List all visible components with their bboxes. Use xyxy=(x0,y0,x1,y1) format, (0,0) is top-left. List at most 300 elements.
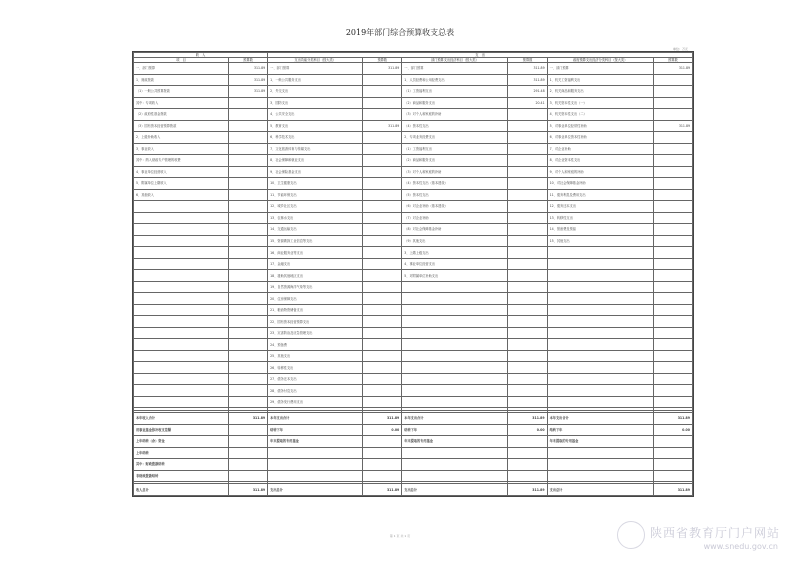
amount-cell: 311.89 xyxy=(363,413,402,425)
item-cell xyxy=(402,385,508,397)
item-cell: （1）工资福利支出 xyxy=(402,86,508,98)
item-cell xyxy=(547,470,653,482)
item-cell: 支出总计 xyxy=(268,484,363,496)
item-cell: 4、机关资本性支出（二） xyxy=(547,109,653,121)
amount-cell xyxy=(653,459,692,471)
amount-cell xyxy=(653,132,692,144)
item-cell: 年末提取的专用基金 xyxy=(268,436,363,448)
amount-cell: 311.89 xyxy=(363,484,402,496)
item-cell: 7、文化旅游体育与传媒支出 xyxy=(268,143,363,155)
item-cell xyxy=(134,270,229,282)
item-cell: （3）对个人和家庭的补助 xyxy=(402,166,508,178)
amount-cell xyxy=(653,293,692,305)
item-cell: 1、机关工资福利支出 xyxy=(547,74,653,86)
total-row xyxy=(134,424,693,436)
amount-cell xyxy=(653,143,692,155)
amount-cell xyxy=(363,316,402,328)
amount-cell xyxy=(363,97,402,109)
amount-cell xyxy=(363,436,402,448)
item-cell: 7、对企业补助 xyxy=(547,143,653,155)
item-cell: （2）商品和服务支出 xyxy=(402,97,508,109)
amount-cell xyxy=(363,293,402,305)
item-cell xyxy=(134,235,229,247)
amount-cell xyxy=(653,258,692,270)
item-cell: 本年支出合计 xyxy=(547,413,653,425)
item-cell xyxy=(134,224,229,236)
item-cell xyxy=(402,304,508,316)
table-row xyxy=(134,97,693,109)
item-cell: 其中：纳入财政专户管理的收费 xyxy=(134,155,229,167)
col-header: 预算数 xyxy=(229,58,268,63)
item-cell: 10、对社会保障基金补助 xyxy=(547,178,653,190)
amount-cell xyxy=(508,120,547,132)
item-cell: 21、粮油物资储备支出 xyxy=(268,304,363,316)
item-cell: 12、债务还本支出 xyxy=(547,201,653,213)
amount-cell xyxy=(508,350,547,362)
amount-cell: 311.89 xyxy=(363,120,402,132)
amount-cell xyxy=(229,327,268,339)
amount-cell: 311.89 xyxy=(508,63,547,75)
amount-cell xyxy=(508,304,547,316)
amount-cell xyxy=(653,327,692,339)
item-cell xyxy=(547,293,653,305)
item-cell: （6）对企业补助（基本建设） xyxy=(402,201,508,213)
amount-cell xyxy=(229,201,268,213)
col-header: 预算数 xyxy=(508,58,547,63)
item-cell xyxy=(547,339,653,351)
amount-cell xyxy=(508,339,547,351)
item-cell xyxy=(547,350,653,362)
item-cell: 一、部门预算 xyxy=(268,63,363,75)
amount-cell: 311.89 xyxy=(229,413,268,425)
amount-cell xyxy=(229,373,268,385)
amount-cell xyxy=(508,132,547,144)
amount-cell xyxy=(508,258,547,270)
amount-cell xyxy=(653,201,692,213)
amount-cell xyxy=(363,304,402,316)
item-cell xyxy=(134,396,229,408)
amount-cell: 311.89 xyxy=(229,484,268,496)
watermark-url: www.snedu.gov.cn xyxy=(703,542,778,551)
amount-cell xyxy=(363,143,402,155)
item-cell: 3、机关资本性支出（一） xyxy=(547,97,653,109)
amount-cell xyxy=(508,293,547,305)
item-cell: 上年结转（余）资金 xyxy=(134,436,229,448)
amount-cell xyxy=(229,132,268,144)
item-cell xyxy=(402,316,508,328)
item-cell: 4、事业单位经营支出 xyxy=(402,258,508,270)
item-cell: 支出总计 xyxy=(547,484,653,496)
amount-cell xyxy=(363,109,402,121)
item-cell xyxy=(547,270,653,282)
item-cell: （8）对社会保障基金补助 xyxy=(402,224,508,236)
total-row xyxy=(134,447,693,459)
amount-cell xyxy=(229,212,268,224)
unit-label: 单位：万元 xyxy=(672,47,688,51)
item-cell: 结转下年 xyxy=(268,424,363,436)
item-cell xyxy=(547,459,653,471)
item-cell xyxy=(547,385,653,397)
item-cell: 15、资源勘探工业信息等支出 xyxy=(268,235,363,247)
item-cell: 9、对个人和家庭的补助 xyxy=(547,166,653,178)
col-header: 支出功能分类科目（按大类） xyxy=(268,58,363,63)
amount-cell xyxy=(508,178,547,190)
amount-cell xyxy=(363,339,402,351)
amount-cell xyxy=(653,270,692,282)
table-row xyxy=(134,178,693,190)
item-cell: （3）对个人和家庭的补助 xyxy=(402,109,508,121)
item-cell xyxy=(402,470,508,482)
item-cell: 26、转移性支出 xyxy=(268,362,363,374)
amount-cell xyxy=(363,385,402,397)
table-row xyxy=(134,385,693,397)
item-cell: （2）商品和服务支出 xyxy=(402,155,508,167)
amount-cell: 311.89 xyxy=(363,63,402,75)
item-cell: 收入总计 xyxy=(134,484,229,496)
item-cell: 2、外交支出 xyxy=(268,86,363,98)
col-header: 政府预算支出经济分类科目（按大类） xyxy=(547,58,653,63)
amount-cell xyxy=(363,235,402,247)
table-row xyxy=(134,63,693,75)
amount-cell xyxy=(508,201,547,213)
item-cell: 28、债务付息支出 xyxy=(268,385,363,397)
table-row xyxy=(134,304,693,316)
item-cell xyxy=(547,281,653,293)
table-row xyxy=(134,143,693,155)
amount-cell xyxy=(363,459,402,471)
amount-cell xyxy=(653,166,692,178)
item-cell: （1）工资福利支出 xyxy=(402,143,508,155)
item-cell xyxy=(402,293,508,305)
item-cell: 5、附属单位上缴收入 xyxy=(134,178,229,190)
item-cell: （3）国有资本经营预算拨款 xyxy=(134,120,229,132)
amount-cell xyxy=(363,373,402,385)
table-row xyxy=(134,281,693,293)
item-cell: 6、其他收入 xyxy=(134,189,229,201)
item-cell: 结转下年 xyxy=(402,424,508,436)
amount-cell xyxy=(508,281,547,293)
total-row xyxy=(134,459,693,471)
amount-cell xyxy=(508,327,547,339)
item-cell: 一、部门预算 xyxy=(402,63,508,75)
item-cell: 1、一般公共服务支出 xyxy=(268,74,363,86)
amount-cell xyxy=(508,189,547,201)
table-row xyxy=(134,362,693,374)
amount-cell xyxy=(653,396,692,408)
item-cell: 一、部门预算 xyxy=(547,63,653,75)
table-row xyxy=(134,270,693,282)
item-cell xyxy=(134,339,229,351)
item-cell: 22、国有资本经营预算支出 xyxy=(268,316,363,328)
item-cell: 14、交通运输支出 xyxy=(268,224,363,236)
amount-cell xyxy=(653,470,692,482)
table-row xyxy=(134,189,693,201)
amount-cell: 311.89 xyxy=(653,63,692,75)
amount-cell xyxy=(653,316,692,328)
amount-cell xyxy=(363,86,402,98)
item-cell: 其中：财政拨款结转 xyxy=(134,459,229,471)
item-cell: （4）资本性支出 xyxy=(402,120,508,132)
table-row xyxy=(134,74,693,86)
table-row xyxy=(134,132,693,144)
amount-cell: 311.89 xyxy=(653,413,692,425)
amount-cell xyxy=(508,436,547,448)
item-cell: 24、预备费 xyxy=(268,339,363,351)
item-cell: 一、部门预算 xyxy=(134,63,229,75)
item-cell xyxy=(402,373,508,385)
amount-cell xyxy=(653,86,692,98)
amount-cell xyxy=(653,235,692,247)
amount-cell xyxy=(653,362,692,374)
amount-cell xyxy=(363,258,402,270)
item-cell xyxy=(402,362,508,374)
table-row xyxy=(134,350,693,362)
item-cell xyxy=(402,350,508,362)
amount-cell xyxy=(229,235,268,247)
item-cell xyxy=(547,247,653,259)
total-row xyxy=(134,413,693,425)
col-header: 项 目 xyxy=(134,58,229,63)
table-row xyxy=(134,316,693,328)
amount-cell xyxy=(508,247,547,259)
amount-cell xyxy=(653,212,692,224)
document-title: 2019年部门综合预算收支总表 xyxy=(345,28,455,37)
item-cell: 2、专项业务经费支出 xyxy=(402,132,508,144)
amount-cell: 311.89 xyxy=(508,413,547,425)
amount-cell xyxy=(508,235,547,247)
item-cell: 11、节能环保支出 xyxy=(268,189,363,201)
item-cell xyxy=(402,396,508,408)
amount-cell xyxy=(363,281,402,293)
item-cell xyxy=(134,212,229,224)
item-cell: 13、农林水支出 xyxy=(268,212,363,224)
amount-cell xyxy=(363,201,402,213)
item-cell xyxy=(134,304,229,316)
amount-cell xyxy=(653,97,692,109)
item-cell xyxy=(134,362,229,374)
item-cell: 结转下年 xyxy=(547,424,653,436)
item-cell xyxy=(402,459,508,471)
amount-cell xyxy=(229,189,268,201)
table-row xyxy=(134,258,693,270)
item-cell xyxy=(547,447,653,459)
item-cell xyxy=(134,281,229,293)
amount-cell xyxy=(508,447,547,459)
amount-cell xyxy=(653,373,692,385)
amount-cell xyxy=(363,470,402,482)
item-cell: 其中：专项收入 xyxy=(134,97,229,109)
item-cell: （7）对企业补助 xyxy=(402,212,508,224)
item-cell: （9）其他支出 xyxy=(402,235,508,247)
amount-cell xyxy=(363,132,402,144)
table-row xyxy=(134,86,693,98)
item-cell: 8、对企业资本性支出 xyxy=(547,155,653,167)
item-cell: 1、财政拨款 xyxy=(134,74,229,86)
item-cell: 29、债务发行费用支出 xyxy=(268,396,363,408)
item-cell: 4、公共安全支出 xyxy=(268,109,363,121)
amount-cell: 311.89 xyxy=(229,74,268,86)
item-cell: 14、预备费及预留 xyxy=(547,224,653,236)
amount-cell xyxy=(653,224,692,236)
item-cell: （2）政府性基金拨款 xyxy=(134,109,229,121)
watermark-text: 陕西省教育厅门户网站 xyxy=(649,526,780,540)
table-row xyxy=(134,224,693,236)
item-cell: 支出总计 xyxy=(402,484,508,496)
item-cell xyxy=(134,201,229,213)
amount-cell xyxy=(653,247,692,259)
amount-cell xyxy=(363,166,402,178)
amount-cell xyxy=(229,350,268,362)
item-cell: 年末提取的专用基金 xyxy=(402,436,508,448)
col-header: 预算数 xyxy=(653,58,692,63)
amount-cell xyxy=(229,166,268,178)
item-cell xyxy=(134,247,229,259)
item-cell xyxy=(547,304,653,316)
amount-cell xyxy=(229,281,268,293)
amount-cell xyxy=(508,459,547,471)
amount-cell xyxy=(508,166,547,178)
item-cell xyxy=(547,258,653,270)
amount-cell xyxy=(229,304,268,316)
amount-cell xyxy=(508,155,547,167)
amount-cell xyxy=(653,189,692,201)
amount-cell xyxy=(653,281,692,293)
total-row xyxy=(134,436,693,448)
amount-cell xyxy=(653,436,692,448)
amount-cell xyxy=(229,97,268,109)
amount-cell xyxy=(653,74,692,86)
item-cell xyxy=(547,327,653,339)
col-header: 预算数 xyxy=(363,58,402,63)
budget-table-sheet xyxy=(132,51,694,497)
item-cell: 8、社会保障和就业支出 xyxy=(268,155,363,167)
item-cell: 4、事业单位经营收入 xyxy=(134,166,229,178)
amount-cell xyxy=(363,247,402,259)
item-cell: 1、人员经费和公用经费支出 xyxy=(402,74,508,86)
item-cell: 9、社会保险基金支出 xyxy=(268,166,363,178)
amount-cell xyxy=(363,447,402,459)
item-cell: 3、上缴上级支出 xyxy=(402,247,508,259)
amount-cell: 20.41 xyxy=(508,97,547,109)
amount-cell xyxy=(229,143,268,155)
amount-cell xyxy=(363,155,402,167)
item-cell xyxy=(268,470,363,482)
item-cell: 25、其他支出 xyxy=(268,350,363,362)
amount-cell xyxy=(363,396,402,408)
total-row xyxy=(134,484,693,496)
amount-cell xyxy=(508,143,547,155)
amount-cell xyxy=(229,396,268,408)
item-cell xyxy=(402,447,508,459)
income-header: 收 入 xyxy=(134,53,268,58)
amount-cell xyxy=(653,178,692,190)
amount-cell xyxy=(508,470,547,482)
amount-cell xyxy=(508,396,547,408)
amount-cell: 311.89 xyxy=(229,63,268,75)
amount-cell xyxy=(363,327,402,339)
item-cell xyxy=(268,447,363,459)
table-row xyxy=(134,373,693,385)
amount-cell xyxy=(229,120,268,132)
item-cell: 2、机关商品和服务支出 xyxy=(547,86,653,98)
amount-cell xyxy=(229,270,268,282)
amount-cell xyxy=(229,178,268,190)
item-cell: 5、对事业单位经常性补助 xyxy=(547,120,653,132)
item-cell: 17、金融支出 xyxy=(268,258,363,270)
amount-cell xyxy=(508,212,547,224)
item-cell: 本年支出合计 xyxy=(268,413,363,425)
item-cell: 3、国防支出 xyxy=(268,97,363,109)
amount-cell xyxy=(653,304,692,316)
amount-cell xyxy=(229,224,268,236)
amount-cell xyxy=(653,385,692,397)
amount-cell xyxy=(229,339,268,351)
amount-cell: 311.89 xyxy=(508,74,547,86)
table-row xyxy=(134,166,693,178)
amount-cell: 311.89 xyxy=(653,484,692,496)
amount-cell xyxy=(508,224,547,236)
item-cell: 年末提取的专用基金 xyxy=(547,436,653,448)
item-cell: 用事业基金弥补收支差额 xyxy=(134,424,229,436)
item-cell: 2、上级补助收入 xyxy=(134,132,229,144)
item-cell xyxy=(547,373,653,385)
item-cell: 11、债务利息及费用支出 xyxy=(547,189,653,201)
amount-cell xyxy=(653,447,692,459)
expense-header: 支 出 xyxy=(268,53,693,58)
table-row xyxy=(134,247,693,259)
table-row xyxy=(134,339,693,351)
amount-cell: 0.00 xyxy=(508,424,547,436)
amount-cell xyxy=(229,247,268,259)
table-row xyxy=(134,235,693,247)
item-cell: 上年结转 xyxy=(134,447,229,459)
item-cell xyxy=(402,339,508,351)
table-row xyxy=(134,120,693,132)
amount-cell xyxy=(508,316,547,328)
item-cell xyxy=(134,327,229,339)
item-cell: 非财政拨款结转 xyxy=(134,470,229,482)
amount-cell xyxy=(508,109,547,121)
item-cell: 13、转移性支出 xyxy=(547,212,653,224)
item-cell: 本年收入合计 xyxy=(134,413,229,425)
col-header: 部门预算支出经济科目（按大类） xyxy=(402,58,508,63)
amount-cell xyxy=(229,385,268,397)
item-cell: 18、援助其他地区支出 xyxy=(268,270,363,282)
item-cell: 6、科学技术支出 xyxy=(268,132,363,144)
item-cell xyxy=(134,373,229,385)
amount-cell xyxy=(229,316,268,328)
item-cell: 本年支出合计 xyxy=(402,413,508,425)
item-cell xyxy=(134,258,229,270)
item-cell xyxy=(134,316,229,328)
table-row xyxy=(134,109,693,121)
amount-cell xyxy=(363,270,402,282)
item-cell: 3、事业收入 xyxy=(134,143,229,155)
item-cell: 19、自然资源海洋气象等支出 xyxy=(268,281,363,293)
amount-cell: 311.89 xyxy=(229,86,268,98)
amount-cell: 0.00 xyxy=(363,424,402,436)
amount-cell xyxy=(229,293,268,305)
item-cell: 20、住房保障支出 xyxy=(268,293,363,305)
item-cell: （4）资本性支出（基本建设） xyxy=(402,178,508,190)
item-cell xyxy=(134,293,229,305)
total-row xyxy=(134,470,693,482)
amount-cell xyxy=(363,224,402,236)
item-cell xyxy=(268,459,363,471)
item-cell xyxy=(547,396,653,408)
item-cell xyxy=(134,350,229,362)
budget-summary-table xyxy=(133,52,693,496)
